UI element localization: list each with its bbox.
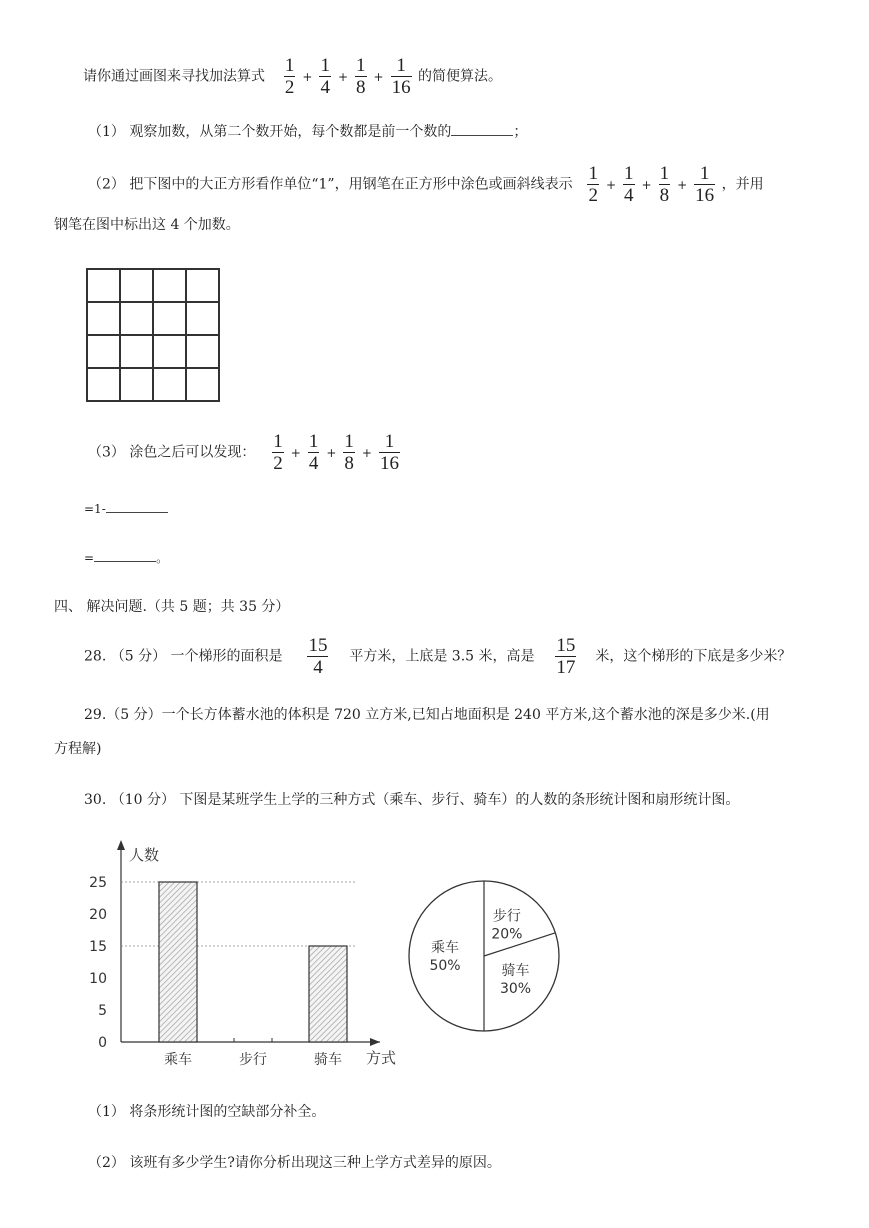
answer-blank [451, 123, 513, 136]
x-axis-arrow [370, 1038, 380, 1046]
grid-cell[interactable] [186, 269, 219, 302]
grid-cell[interactable] [120, 335, 153, 368]
problem-30-text: 30. （10 分） 下图是某班学生上学的三种方式（乘车、步行、骑车）的人数的条形统计图和扇形统计图。 [84, 792, 740, 808]
question-3: （3） 涂色之后可以发现： $\frac{1}{2}$ + $\frac{1}{4}$ + $\frac{1}{8}$ + $\frac{1}{16}$ [88, 431, 399, 474]
bar-乘车 [159, 882, 197, 1042]
y-tick-label: 20 [89, 907, 107, 923]
pie-percent: 30% [499, 980, 532, 997]
equation-line-2 [84, 549, 168, 566]
question-2-line2: 钢笔在图中标出这 4 个加数。 [54, 217, 240, 233]
bar-骑车 [309, 946, 347, 1042]
pie-label: 乘车 [431, 940, 459, 956]
grid-cell[interactable] [153, 302, 186, 335]
grid-cell[interactable] [87, 269, 120, 302]
question-1-text: （1） 观察加数，从第二个数开始，每个数都是前一个数的 [88, 124, 452, 140]
y-axis-arrow [117, 840, 125, 850]
answer-blank [106, 500, 168, 513]
y-tick-label: 10 [89, 971, 107, 987]
grid-cell[interactable] [87, 335, 120, 368]
fraction: $\frac{1}{8}$ [344, 431, 354, 474]
pie-label: 骑车 [501, 962, 530, 979]
intro-prefix: 请你通过画图来寻找加法算式 [83, 68, 265, 85]
problem-28-text: 28. （5 分） 一个梯形的面积是 [84, 648, 283, 665]
problem-30-sub1: （1） 将条形统计图的空缺部分补全。 [88, 1104, 326, 1120]
x-tick-label: 乘车 [164, 1052, 192, 1068]
pie-percent: 50% [429, 958, 461, 974]
grid-cell[interactable] [186, 335, 219, 368]
problem-28 [84, 636, 791, 677]
problem-28-text: 米，这个梯形的下底是多少米？ [595, 648, 792, 665]
pie-percent: 20% [491, 926, 523, 943]
grid-cell[interactable] [153, 335, 186, 368]
problem-30-sub2: （2） 该班有多少学生?请你分析出现这三种上学方式差异的原因。 [88, 1155, 501, 1171]
punct: 。 [156, 551, 169, 565]
bar-chart [89, 840, 396, 1068]
question-1 [88, 121, 527, 141]
section-title: 四、 解决问题.（共 5 题；共 35 分） [54, 599, 290, 615]
fraction: $\frac{1}{16}$ [379, 431, 399, 474]
equation-prefix: =1- [84, 502, 106, 516]
pie-chart [409, 881, 559, 1031]
grid-cell[interactable] [120, 269, 153, 302]
question-2-tail: ，并用 [721, 176, 764, 193]
grid-cell[interactable] [120, 302, 153, 335]
grid-cell[interactable] [186, 302, 219, 335]
fraction: $\frac{1}{4}$ [308, 431, 319, 474]
y-tick-label: 0 [98, 1035, 107, 1051]
y-axis-label: 人数 [129, 846, 160, 864]
intro-line: 请你通过画图来寻找加法算式 $\frac{1}{2}$ + $\frac{1}{4}$ + $\frac{1}{8}$ + $\frac{1}{16}$ 的简便算法。 [83, 55, 503, 98]
fraction: $\frac{1}{2}$ [273, 431, 283, 474]
answer-blank [94, 549, 156, 562]
grid-cell[interactable] [120, 368, 153, 401]
fraction: $\frac{1}{16}$ [695, 163, 715, 206]
unit-square-grid[interactable] [86, 268, 220, 402]
fraction: $\frac{1}{2}$ [284, 55, 295, 98]
fraction: $\frac{1}{2}$ [588, 163, 598, 206]
x-tick-label: 骑车 [314, 1052, 342, 1068]
grid-cell[interactable] [87, 302, 120, 335]
problem-29-line1: 29.（5 分）一个长方体蓄水池的体积是 720 立方米,已知占地面积是 240 平方米,这个蓄水池的深是多少米.(用 [84, 707, 770, 723]
fraction: $\frac{1}{4}$ [624, 163, 634, 206]
fraction: $\frac{15}{4}$ [308, 635, 328, 678]
question-2-text: （2） 把下图中的大正方形看作单位“1”，用钢笔在正方形中涂色或画斜线表示 [88, 176, 573, 193]
x-axis-label: 方式 [366, 1049, 397, 1067]
problem-28-text: 平方米，上底是 3.5 米，高是 [349, 648, 535, 665]
fraction: $\frac{1}{4}$ [320, 55, 330, 98]
problem-29-line2: 方程解) [54, 741, 102, 757]
question-2: （2） 把下图中的大正方形看作单位“1”，用钢笔在正方形中涂色或画斜线表示 $\frac{1}{2}$ + $\frac{1}{4}$ + $\frac{1}{8}$ + $\frac{1}{16}$ ，并用 [88, 163, 764, 206]
fraction: $\frac{15}{17}$ [556, 635, 576, 678]
fraction: $\frac{1}{8}$ [356, 55, 366, 98]
grid-cell[interactable] [87, 368, 120, 401]
grid-cell[interactable] [186, 368, 219, 401]
intro-suffix: 的简便算法。 [418, 68, 503, 85]
grid-cell[interactable] [153, 269, 186, 302]
charts-figure [0, 830, 869, 1070]
grid-cell[interactable] [153, 368, 186, 401]
pie-label: 步行 [492, 908, 521, 925]
punct: ； [513, 124, 528, 140]
equation-line-1 [84, 500, 168, 516]
fraction: $\frac{1}{8}$ [659, 163, 670, 206]
y-tick-label: 25 [89, 875, 107, 891]
y-tick-label: 15 [89, 939, 107, 955]
x-tick-label: 步行 [239, 1052, 267, 1068]
fraction: $\frac{1}{16}$ [391, 55, 411, 98]
question-3-text: （3） 涂色之后可以发现： [88, 444, 256, 461]
equation-prefix: = [84, 551, 95, 565]
y-tick-label: 5 [98, 1003, 107, 1019]
